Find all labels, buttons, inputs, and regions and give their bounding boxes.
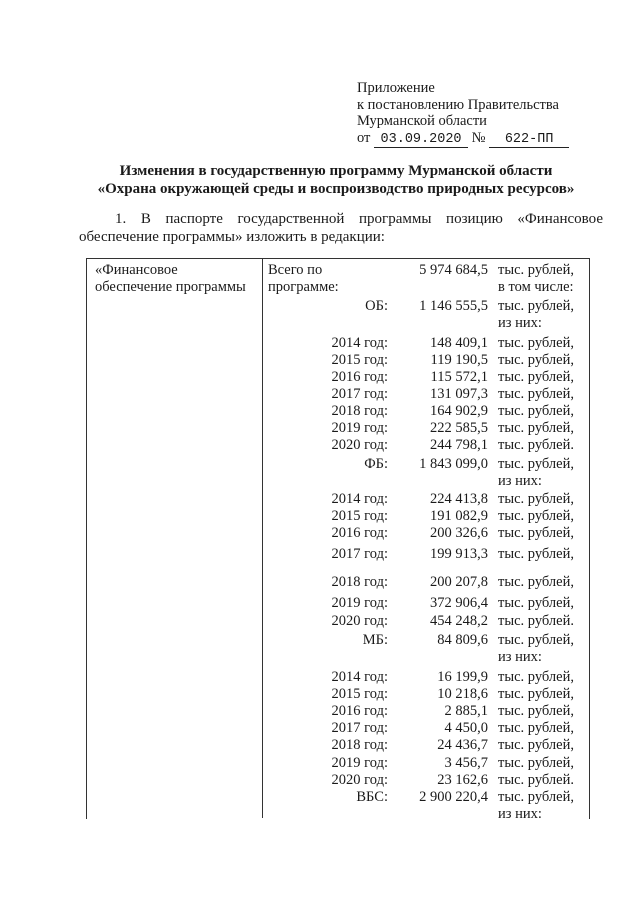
annex-title: Приложение — [357, 80, 435, 96]
financing-label-line-1: «Финансовое — [95, 262, 178, 278]
decree-date: 03.09.2020 — [374, 132, 468, 148]
row-unit: тыс. рублей, — [498, 420, 574, 436]
financing-label-line-2: обеспечение программы — [95, 279, 246, 295]
row-key: 2017 год: — [331, 386, 388, 402]
financing-row — [262, 420, 588, 437]
row-key: 2019 год: — [331, 755, 388, 771]
row-key: 2019 год: — [331, 420, 388, 436]
financing-row — [262, 595, 588, 612]
row-unit: тыс. рублей, — [498, 546, 574, 562]
financing-row — [262, 720, 588, 737]
row-value: 244 798,1 — [430, 437, 488, 453]
row-value: 119 190,5 — [430, 352, 488, 368]
row-unit: тыс. рублей, — [498, 632, 574, 648]
number-label: № — [471, 129, 486, 146]
row-value: 222 585,5 — [430, 420, 488, 436]
row-key: МБ: — [362, 632, 388, 648]
financing-row — [262, 508, 588, 525]
total-key-line-1: Всего по — [268, 262, 323, 278]
row-sub-note: из них: — [498, 649, 542, 665]
row-key: ОБ: — [365, 298, 388, 314]
row-key: 2020 год: — [331, 613, 388, 629]
row-unit: тыс. рублей. — [498, 613, 574, 629]
row-unit: тыс. рублей, — [498, 352, 574, 368]
total-value: 5 974 684,5 — [419, 262, 488, 278]
total-row — [262, 262, 588, 279]
row-key: 2016 год: — [331, 703, 388, 719]
row-unit: тыс. рублей. — [498, 437, 574, 453]
row-unit: тыс. рублей, — [498, 686, 574, 702]
intro-paragraph: 1. В паспорте государственной программы позицию «Финансовое обеспечение программы» изложить в редакции: — [79, 211, 603, 245]
financing-row — [262, 491, 588, 508]
row-unit: тыс. рублей, — [498, 369, 574, 385]
row-key: 2017 год: — [331, 546, 388, 562]
row-value: 199 913,3 — [430, 546, 488, 562]
row-key: 2020 год: — [331, 437, 388, 453]
row-key: 2018 год: — [331, 737, 388, 753]
row-value: 164 902,9 — [430, 403, 488, 419]
row-unit: тыс. рублей, — [498, 508, 574, 524]
total-key-line-2: программе: — [268, 279, 339, 295]
financing-row — [262, 352, 588, 369]
row-value: 372 906,4 — [430, 595, 488, 611]
row-unit: тыс. рублей. — [498, 772, 574, 788]
row-unit: тыс. рублей, — [498, 403, 574, 419]
decree-number: 622-ПП — [489, 132, 569, 148]
financing-row — [262, 686, 588, 703]
financing-row — [262, 755, 588, 772]
total-unit: тыс. рублей, — [498, 262, 574, 278]
row-value: 200 326,6 — [430, 525, 488, 541]
financing-row — [262, 669, 588, 686]
row-key: 2015 год: — [331, 352, 388, 368]
row-key: 2015 год: — [331, 508, 388, 524]
row-value: 2 900 220,4 — [419, 789, 488, 805]
row-value: 191 082,9 — [430, 508, 488, 524]
row-value: 115 572,1 — [430, 369, 488, 385]
financing-row — [262, 703, 588, 720]
financing-row — [262, 632, 588, 665]
row-value: 200 207,8 — [430, 574, 488, 590]
row-key: 2019 год: — [331, 595, 388, 611]
row-unit: тыс. рублей, — [498, 335, 574, 351]
row-value: 10 218,6 — [437, 686, 488, 702]
annex-date-line — [357, 130, 569, 148]
row-sub-note: из них: — [498, 473, 542, 489]
financing-row — [262, 456, 588, 489]
total-sub: в том числе: — [498, 279, 574, 295]
row-unit: тыс. рублей, — [498, 737, 574, 753]
annex-region: Мурманской области — [357, 113, 487, 129]
financing-row — [262, 335, 588, 352]
row-value: 23 162,6 — [437, 772, 488, 788]
title-line-2: «Охрана окружающей среды и воспроизводство природных ресурсов» — [97, 180, 575, 197]
financing-label — [95, 262, 246, 296]
financing-row — [262, 525, 588, 542]
financing-row — [262, 574, 588, 591]
row-key: 2017 год: — [331, 720, 388, 736]
from-label: от — [357, 129, 371, 146]
row-value: 3 456,7 — [444, 755, 488, 771]
row-key: 2018 год: — [331, 574, 388, 590]
row-unit: тыс. рублей, — [498, 755, 574, 771]
row-unit: тыс. рублей, — [498, 386, 574, 402]
row-unit: тыс. рублей, — [498, 491, 574, 507]
financing-row — [262, 772, 588, 789]
row-unit: тыс. рублей, — [498, 669, 574, 685]
financing-row — [262, 546, 588, 563]
row-unit: тыс. рублей, — [498, 525, 574, 541]
row-key: 2014 год: — [331, 669, 388, 685]
row-value: 131 097,3 — [430, 386, 488, 402]
row-unit: тыс. рублей, — [498, 703, 574, 719]
row-key: 2014 год: — [331, 491, 388, 507]
row-key: ФБ: — [364, 456, 388, 472]
row-value: 1 146 555,5 — [419, 298, 488, 314]
row-key: 2014 год: — [331, 335, 388, 351]
row-value: 4 450,0 — [444, 720, 488, 736]
row-key: 2018 год: — [331, 403, 388, 419]
row-unit: тыс. рублей, — [498, 595, 574, 611]
row-value: 16 199,9 — [437, 669, 488, 685]
financing-row — [262, 613, 588, 630]
financing-row — [262, 737, 588, 754]
annex-header — [357, 80, 569, 148]
row-unit: тыс. рублей, — [498, 720, 574, 736]
row-value: 2 885,1 — [444, 703, 488, 719]
total-row-continuation — [262, 279, 588, 296]
document-title — [70, 163, 602, 198]
financing-row — [262, 789, 588, 822]
row-value: 148 409,1 — [430, 335, 488, 351]
row-unit: тыс. рублей, — [498, 456, 574, 472]
financing-row — [262, 386, 588, 403]
row-unit: тыс. рублей, — [498, 298, 574, 314]
row-value: 224 413,8 — [430, 491, 488, 507]
title-line-1: Изменения в государственную программу Мурманской области — [119, 163, 553, 179]
row-value: 84 809,6 — [437, 632, 488, 648]
row-key: 2016 год: — [331, 369, 388, 385]
row-value: 24 436,7 — [437, 737, 488, 753]
row-key: ВБС: — [356, 789, 388, 805]
annex-reference: к постановлению Правительства — [357, 96, 559, 113]
financing-row — [262, 437, 588, 454]
row-value: 1 843 099,0 — [419, 456, 488, 472]
financing-row — [262, 403, 588, 420]
row-value: 454 248,2 — [430, 613, 488, 629]
row-unit: тыс. рублей, — [498, 789, 574, 805]
row-key: 2020 год: — [331, 772, 388, 788]
financing-row — [262, 369, 588, 386]
row-sub-note: из них: — [498, 806, 542, 822]
financing-row — [262, 298, 588, 331]
row-unit: тыс. рублей, — [498, 574, 574, 590]
row-key: 2015 год: — [331, 686, 388, 702]
row-key: 2016 год: — [331, 525, 388, 541]
row-sub-note: из них: — [498, 315, 542, 331]
